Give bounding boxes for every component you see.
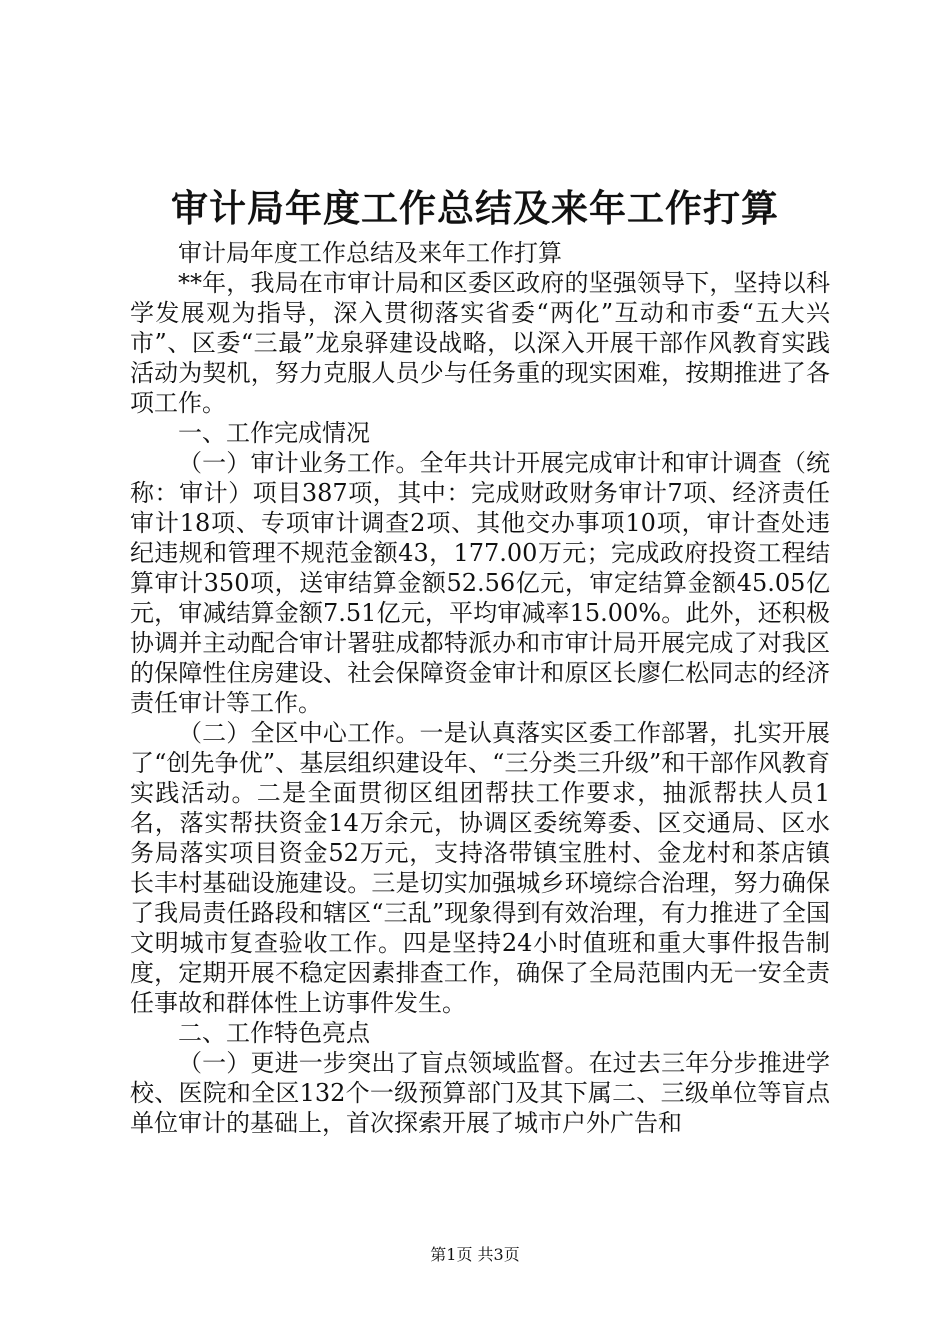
document-title: 审计局年度工作总结及来年工作打算 — [171, 186, 779, 230]
paragraph-intro: **年，我局在市审计局和区委区政府的坚强领导下，坚持以科学发展观为指导，深入贯彻落实省委“两化”互动和市委“五大兴市”、区委“三最”龙泉驿建设战略，以深入开展干部作风教育实践活动为契机，努力克服人员少与任务重的现实困难，按期推进了各项工作。 — [130, 269, 830, 417]
paragraph-subtitle: 审计局年度工作总结及来年工作打算 — [178, 239, 562, 267]
section-heading-1: 一、工作完成情况 — [178, 419, 370, 447]
paragraph-highlights: （一）更进一步突出了盲点领域监督。在过去三年分步推进学校、医院和全区132个一级预算部门及其下属二、三级单位等盲点单位审计的基础上，首次探索开展了城市户外广告和 — [130, 1049, 830, 1137]
paragraph-central-work: （二）全区中心工作。一是认真落实区委工作部署，扎实开展了“创先争优”、基层组织建设年、“三分类三升级”和干部作风教育实践活动。二是全面贯彻区组团帮扶工作要求，抽派帮扶人员1名，落实帮扶资金14万余元，协调区委统筹委、区交通局、区水务局落实项目资金52万元，支持洛带镇宝胜村、金龙村和茶店镇长丰村基础设施建设。三是切实加强城乡环境综合治理，努力确保了我局责任路段和辖区“三乱”现象得到有效治理，有力推进了全国文明城市复查验收工作。四是坚持24小时值班和重大事件报告制度，定期开展不稳定因素排查工作，确保了全局范围内无一安全责任事故和群体性上访事件发生。 — [130, 719, 830, 1017]
section-heading-2: 二、工作特色亮点 — [178, 1019, 370, 1047]
paragraph-audit-work: （一）审计业务工作。全年共计开展完成审计和审计调查（统称：审计）项目387项，其中：完成财政财务审计7项、经济责任审计18项、专项审计调查2项、其他交办事项10项，审计查处违纪违规和管理不规范金额43，177.00万元；完成政府投资工程结算审计350项，送审结算金额52.56亿元，审定结算金额45.05亿元，审减结算金额7.51亿元，平均审减率15.00%。此外，还积极协调并主动配合审计署驻成都特派办和市审计局开展完成了对我区的保障性住房建设、社会保障资金审计和原区长廖仁松同志的经济责任审计等工作。 — [130, 449, 830, 717]
document-body — [130, 238, 830, 1138]
page-footer: 第1页 共3页 — [430, 1245, 520, 1264]
